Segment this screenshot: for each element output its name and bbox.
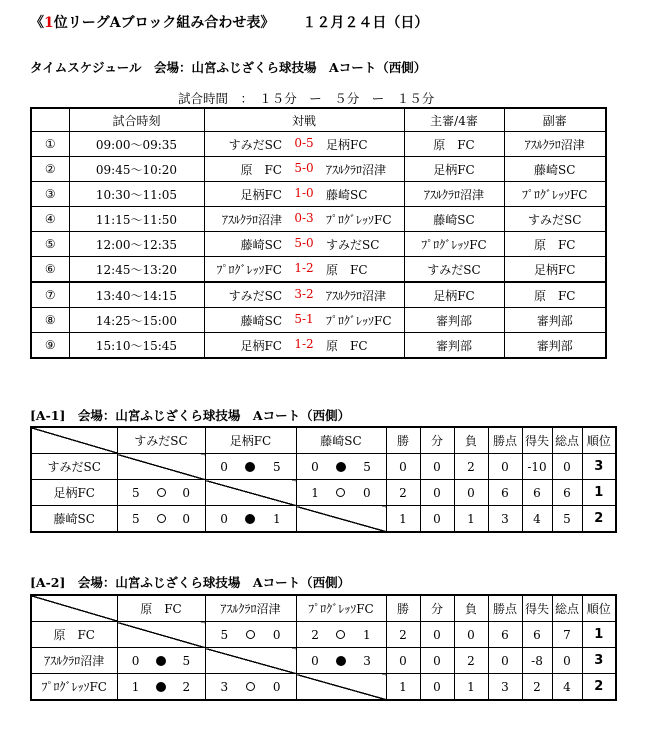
rank-value: 1 [582, 622, 616, 648]
stat-value: 6 [488, 622, 522, 648]
league-header-row [31, 595, 616, 622]
schedule-row [31, 257, 606, 283]
a1-league-table [30, 426, 617, 533]
match-time-slot: 14:25～15:00 [69, 308, 204, 333]
schedule-table [30, 107, 607, 359]
stat-column-header: 得失 [522, 595, 552, 622]
team-column-header: すみだSC [117, 427, 205, 454]
goals-for: 2 [311, 627, 319, 642]
rank-value: 1 [582, 480, 616, 506]
match-number: ③ [31, 182, 69, 207]
win-mark-icon [246, 630, 255, 639]
match-number: ① [31, 132, 69, 157]
match-time-slot: 12:45～13:20 [69, 257, 204, 283]
stat-value: 0 [420, 674, 454, 701]
stat-value: 0 [420, 648, 454, 674]
stat-value: 0 [420, 454, 454, 480]
goals-for: 1 [311, 485, 319, 500]
corner-diagonal-cell [31, 427, 117, 454]
main-referee: 原 FC [404, 132, 504, 157]
assistant-referee: 足柄FC [504, 257, 606, 283]
stat-value: 5 [552, 506, 582, 533]
match-time: 試合時間 ： １５分 ー ５分 ー １５分 [178, 91, 435, 106]
stat-value: 2 [454, 648, 488, 674]
goals-against: 1 [363, 627, 371, 642]
stat-column-header: 負 [454, 595, 488, 622]
match-score: 3-2 [294, 286, 314, 301]
match-score: 0-5 [294, 135, 314, 150]
schedule-row [31, 308, 606, 333]
schedule-header-cell: 主審/4審 [404, 108, 504, 132]
home-team: 藤崎SC [240, 313, 282, 328]
team-name: 藤崎SC [31, 506, 117, 533]
team-name: 足柄FC [31, 480, 117, 506]
title-date: １２月２４日（日） [302, 15, 429, 31]
match-score: 1-2 [294, 260, 314, 275]
match-pairing [204, 308, 404, 333]
win-mark-icon [336, 630, 345, 639]
main-referee: 審判部 [404, 333, 504, 359]
home-team: 原 FC [240, 162, 282, 177]
away-team: 足柄FC [326, 137, 368, 152]
home-team: すみだSC [228, 288, 282, 303]
corner-diagonal-cell [31, 595, 117, 622]
home-team: すみだSC [228, 137, 282, 152]
away-team: 原 FC [326, 262, 368, 277]
stat-value: 6 [522, 622, 552, 648]
match-pairing [204, 182, 404, 207]
match-result [296, 622, 386, 648]
stat-value: 7 [552, 622, 582, 648]
match-pairing [204, 132, 404, 157]
goals-for: 5 [131, 511, 140, 526]
self-match-diagonal [117, 454, 205, 480]
a1-heading: [A-1] 会場：山宮ふじざくら球技場 Aコート（西側） [30, 408, 351, 423]
match-time-slot: 09:45～10:20 [69, 157, 204, 182]
match-time-slot: 12:00～12:35 [69, 232, 204, 257]
match-score: 1-0 [294, 185, 314, 200]
page-title: 《1位リーグAブロック組み合わせ表》 １２月２４日（日） [30, 15, 429, 31]
schedule-header-cell: 試合時刻 [69, 108, 204, 132]
stat-column-header: 分 [420, 595, 454, 622]
away-team: すみだSC [326, 237, 380, 252]
main-referee: すみだSC [404, 257, 504, 283]
main-referee: 藤崎SC [404, 207, 504, 232]
self-match-diagonal [117, 622, 205, 648]
goals-against: 1 [273, 511, 281, 526]
stat-value: 0 [454, 622, 488, 648]
win-mark-icon [336, 488, 345, 497]
stat-column-header: 総点 [552, 427, 582, 454]
home-team: 足柄FC [240, 187, 282, 202]
assistant-referee: 藤崎SC [504, 157, 606, 182]
self-match-diagonal [296, 506, 386, 533]
main-referee: 審判部 [404, 308, 504, 333]
title-rank-number: 1 [44, 15, 54, 31]
rank-value: 2 [582, 674, 616, 701]
home-team: ﾌﾟﾛｸﾞﾚｯｿFC [216, 262, 282, 277]
team-column-header: ｱｽﾙｸﾗﾛ沼津 [205, 595, 296, 622]
schedule-row [31, 232, 606, 257]
main-referee: ﾌﾟﾛｸﾞﾚｯｿFC [404, 232, 504, 257]
match-time-slot: 15:10～15:45 [69, 333, 204, 359]
goals-against: 0 [182, 511, 191, 526]
match-time-slot: 09:00～09:35 [69, 132, 204, 157]
match-pairing [204, 282, 404, 308]
team-name: ﾌﾟﾛｸﾞﾚｯｿFC [31, 674, 117, 701]
goals-for: 5 [220, 627, 229, 642]
stat-value: -8 [522, 648, 552, 674]
stat-value: 0 [552, 648, 582, 674]
stat-column-header: 勝 [386, 595, 420, 622]
home-team: 藤崎SC [240, 237, 282, 252]
league-header-row [31, 427, 616, 454]
match-result [296, 454, 386, 480]
match-result [296, 648, 386, 674]
stat-column-header: 勝点 [488, 595, 522, 622]
main-referee: 足柄FC [404, 282, 504, 308]
stat-value: 6 [552, 480, 582, 506]
league-row [31, 648, 616, 674]
stat-value: 0 [488, 454, 522, 480]
assistant-referee: 原 FC [504, 232, 606, 257]
stat-column-header: 得失 [522, 427, 552, 454]
stat-value: 0 [488, 648, 522, 674]
loss-mark-icon [245, 514, 255, 524]
match-number: ⑤ [31, 232, 69, 257]
stat-value: 1 [386, 674, 420, 701]
goals-for: 3 [220, 679, 229, 694]
stat-value: 0 [420, 622, 454, 648]
match-pairing [204, 333, 404, 359]
goals-against: 5 [273, 459, 281, 474]
team-name: ｱｽﾙｸﾗﾛ沼津 [31, 648, 117, 674]
loss-mark-icon [245, 462, 255, 472]
match-score: 5-0 [294, 235, 314, 250]
assistant-referee: ﾌﾟﾛｸﾞﾚｯｿFC [504, 182, 606, 207]
league-row [31, 454, 616, 480]
stat-value: 0 [552, 454, 582, 480]
schedule-row [31, 207, 606, 232]
match-result [117, 648, 205, 674]
home-team: ｱｽﾙｸﾗﾛ沼津 [221, 212, 282, 227]
goals-for: 1 [131, 679, 140, 694]
team-column-header: 原 FC [117, 595, 205, 622]
stat-column-header: 順位 [582, 427, 616, 454]
schedule-row [31, 333, 606, 359]
away-team: ﾌﾟﾛｸﾞﾚｯｿFC [326, 313, 392, 328]
stat-value: 4 [552, 674, 582, 701]
goals-against: 2 [182, 679, 191, 694]
league-row [31, 622, 616, 648]
stat-column-header: 勝 [386, 427, 420, 454]
goals-against: 0 [182, 485, 191, 500]
schedule-header-cell: 副審 [504, 108, 606, 132]
team-column-header: 藤崎SC [296, 427, 386, 454]
stat-value: 6 [522, 480, 552, 506]
goals-against: 0 [272, 679, 281, 694]
schedule-row [31, 182, 606, 207]
away-team: ｱｽﾙｸﾗﾛ沼津 [326, 162, 387, 177]
rank-value: 2 [582, 506, 616, 533]
stat-value: 0 [420, 506, 454, 533]
a2-league-table [30, 594, 617, 701]
stat-value: 1 [454, 506, 488, 533]
goals-for: 0 [311, 653, 319, 668]
match-result [296, 480, 386, 506]
win-mark-icon [157, 488, 166, 497]
loss-mark-icon [336, 656, 346, 666]
loss-mark-icon [156, 682, 166, 692]
stat-value: 0 [386, 454, 420, 480]
match-score: 5-0 [294, 160, 314, 175]
away-team: 原 FC [326, 338, 368, 353]
match-result [205, 454, 296, 480]
schedule-heading: タイムスケジュール 会場：山宮ふじざくら球技場 Aコート（西側） [30, 60, 427, 75]
stat-value: 1 [454, 674, 488, 701]
goals-for: 0 [311, 459, 319, 474]
match-number: ⑥ [31, 257, 69, 283]
goals-against: 5 [363, 459, 371, 474]
schedule-header-row [31, 108, 606, 132]
stat-value: 4 [522, 506, 552, 533]
goals-for: 5 [131, 485, 140, 500]
stat-column-header: 総点 [552, 595, 582, 622]
main-referee: 足柄FC [404, 157, 504, 182]
match-score: 5-1 [294, 311, 314, 326]
self-match-diagonal [205, 480, 296, 506]
league-row [31, 480, 616, 506]
self-match-diagonal [205, 648, 296, 674]
away-team: 藤崎SC [326, 187, 368, 202]
stat-column-header: 勝点 [488, 427, 522, 454]
match-score: 1-2 [294, 336, 314, 351]
stat-value: 1 [386, 506, 420, 533]
match-time-slot: 13:40～14:15 [69, 282, 204, 308]
stat-value: 2 [386, 480, 420, 506]
goals-against: 3 [363, 653, 371, 668]
match-result [117, 506, 205, 533]
match-number: ⑦ [31, 282, 69, 308]
match-pairing [204, 232, 404, 257]
stat-value: 0 [454, 480, 488, 506]
stat-value: 2 [454, 454, 488, 480]
self-match-diagonal [296, 674, 386, 701]
win-mark-icon [246, 682, 255, 691]
stat-column-header: 分 [420, 427, 454, 454]
schedule-header-cell: 対戦 [204, 108, 404, 132]
league-row [31, 506, 616, 533]
rank-value: 3 [582, 454, 616, 480]
team-column-header: ﾌﾟﾛｸﾞﾚｯｿFC [296, 595, 386, 622]
goals-against: 5 [182, 653, 191, 668]
goals-for: 0 [220, 459, 228, 474]
goals-for: 0 [131, 653, 140, 668]
assistant-referee: 原 FC [504, 282, 606, 308]
stat-value: 2 [386, 622, 420, 648]
stat-value: 3 [488, 674, 522, 701]
schedule-row [31, 132, 606, 157]
match-result [117, 674, 205, 701]
win-mark-icon [157, 514, 166, 523]
assistant-referee: 審判部 [504, 333, 606, 359]
match-number: ④ [31, 207, 69, 232]
away-team: ﾌﾟﾛｸﾞﾚｯｿFC [326, 212, 392, 227]
loss-mark-icon [156, 656, 166, 666]
assistant-referee: ｱｽﾙｸﾗﾛ沼津 [504, 132, 606, 157]
schedule-row [31, 282, 606, 308]
stat-column-header: 負 [454, 427, 488, 454]
assistant-referee: すみだSC [504, 207, 606, 232]
rank-value: 3 [582, 648, 616, 674]
match-result [205, 506, 296, 533]
stat-value: 2 [522, 674, 552, 701]
match-number: ⑧ [31, 308, 69, 333]
assistant-referee: 審判部 [504, 308, 606, 333]
league-row [31, 674, 616, 701]
main-referee: ｱｽﾙｸﾗﾛ沼津 [404, 182, 504, 207]
match-number: ② [31, 157, 69, 182]
stat-value: 0 [420, 480, 454, 506]
match-score: 0-3 [294, 210, 314, 225]
stat-column-header: 順位 [582, 595, 616, 622]
match-pairing [204, 157, 404, 182]
schedule-row [31, 157, 606, 182]
stat-value: 6 [488, 480, 522, 506]
team-name: すみだSC [31, 454, 117, 480]
match-pairing [204, 257, 404, 283]
stat-value: 3 [488, 506, 522, 533]
match-result [205, 674, 296, 701]
schedule-header-cell [31, 108, 69, 132]
a2-heading: [A-2] 会場：山宮ふじざくら球技場 Aコート（西側） [30, 575, 351, 590]
match-time-slot: 11:15～11:50 [69, 207, 204, 232]
goals-against: 0 [363, 485, 371, 500]
team-name: 原 FC [31, 622, 117, 648]
match-number: ⑨ [31, 333, 69, 359]
stat-value: -10 [522, 454, 552, 480]
goals-for: 0 [220, 511, 228, 526]
match-result [117, 480, 205, 506]
stat-value: 0 [386, 648, 420, 674]
away-team: ｱｽﾙｸﾗﾛ沼津 [326, 288, 387, 303]
match-result [205, 622, 296, 648]
match-pairing [204, 207, 404, 232]
goals-against: 0 [272, 627, 281, 642]
team-column-header: 足柄FC [205, 427, 296, 454]
loss-mark-icon [336, 462, 346, 472]
match-time-slot: 10:30～11:05 [69, 182, 204, 207]
home-team: 足柄FC [240, 338, 282, 353]
